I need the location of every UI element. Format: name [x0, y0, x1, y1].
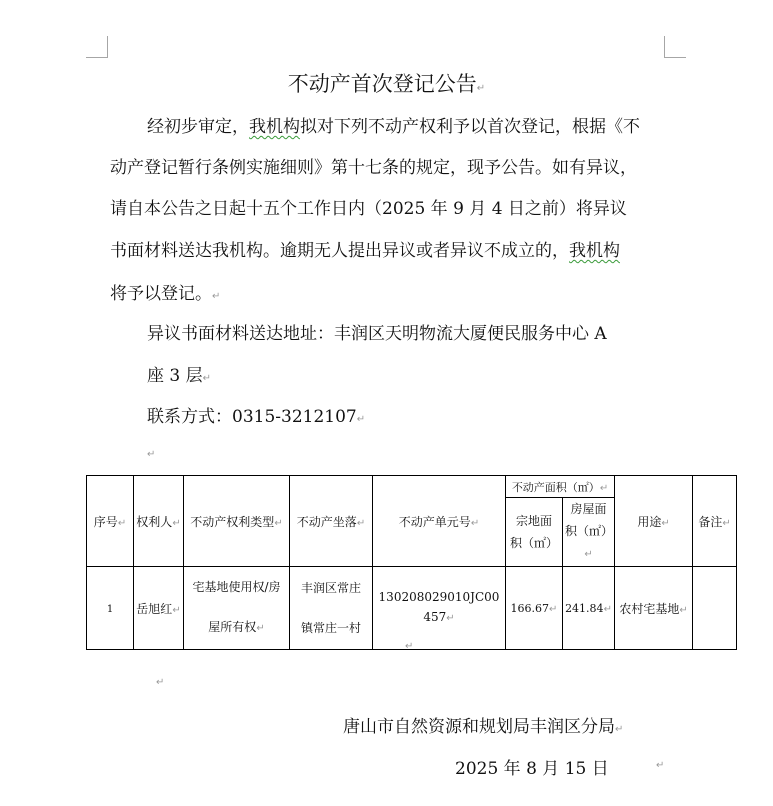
cell-usage: 农村宅基地↵ — [615, 567, 693, 650]
crop-mark-top-right — [664, 36, 686, 58]
header-usage: 用途↵ — [615, 476, 693, 567]
cell-house-area: 241.84↵ — [563, 567, 615, 650]
cell-location: 丰润区常庄 镇常庄一村 — [290, 567, 373, 650]
contact-line: 联系方式：0315-3212107↵ — [147, 407, 366, 427]
header-holder: 权利人↵ — [134, 476, 184, 567]
notice-line-4: 书面材料送达我机构。逾期无人提出异议或者异议不成立的，我机构 — [110, 241, 620, 261]
notice-line-3: 请自本公告之日起十五个工作日内（2025 年 9 月 4 日之前）将异议 — [110, 199, 627, 219]
crop-mark-top-left — [86, 36, 108, 58]
header-remark: 备注↵ — [693, 476, 737, 567]
cell-land-area: 166.67↵ — [506, 567, 563, 650]
empty-paragraph-mark: ↵ — [147, 449, 156, 460]
cell-seq: 1 — [87, 567, 134, 650]
header-seq: 序号↵ — [87, 476, 134, 567]
table-row — [87, 567, 737, 650]
header-land-area: 宗地面 积（㎡） — [506, 498, 563, 567]
issue-date: 2025 年 8 月 15 日 — [455, 759, 609, 779]
empty-paragraph-mark: ↵ — [656, 760, 665, 771]
header-right-type: 不动产权利类型↵ — [184, 476, 290, 567]
empty-paragraph-mark: ↵ — [156, 677, 165, 688]
cell-holder: 岳旭红↵ — [134, 567, 184, 650]
org-text: 我机构 — [249, 117, 300, 137]
header-house-area: 房屋面 积（㎡）↵ — [563, 498, 615, 567]
empty-paragraph-mark: ↵ — [405, 641, 414, 652]
address-line-1: 异议书面材料送达地址：丰润区天明物流大厦便民服务中心 A — [147, 324, 607, 344]
issuing-authority: 唐山市自然资源和规划局丰润区分局↵ — [343, 717, 624, 737]
org-text: 我机构 — [569, 241, 620, 261]
header-area-group: 不动产面积（㎡）↵ — [506, 476, 615, 498]
registration-table — [86, 475, 737, 650]
address-line-2: 座 3 层↵ — [147, 366, 212, 386]
notice-line-1: 经初步审定，我机构拟对下列不动产权利予以首次登记，根据《不 — [147, 117, 640, 137]
notice-line-5: 将予以登记。↵ — [110, 284, 221, 304]
header-unit-no: 不动产单元号↵ — [373, 476, 506, 567]
cell-remark — [693, 567, 737, 650]
page-title: 不动产首次登记公告↵ — [287, 72, 486, 96]
cell-right-type: 宅基地使用权/房 屋所有权↵ — [184, 567, 290, 650]
notice-line-2: 动产登记暂行条例实施细则》第十七条的规定，现予公告。如有异议， — [110, 158, 637, 178]
header-location: 不动产坐落↵ — [290, 476, 373, 567]
cell-unit-no: 130208029010JC00 457↵ — [373, 567, 506, 650]
